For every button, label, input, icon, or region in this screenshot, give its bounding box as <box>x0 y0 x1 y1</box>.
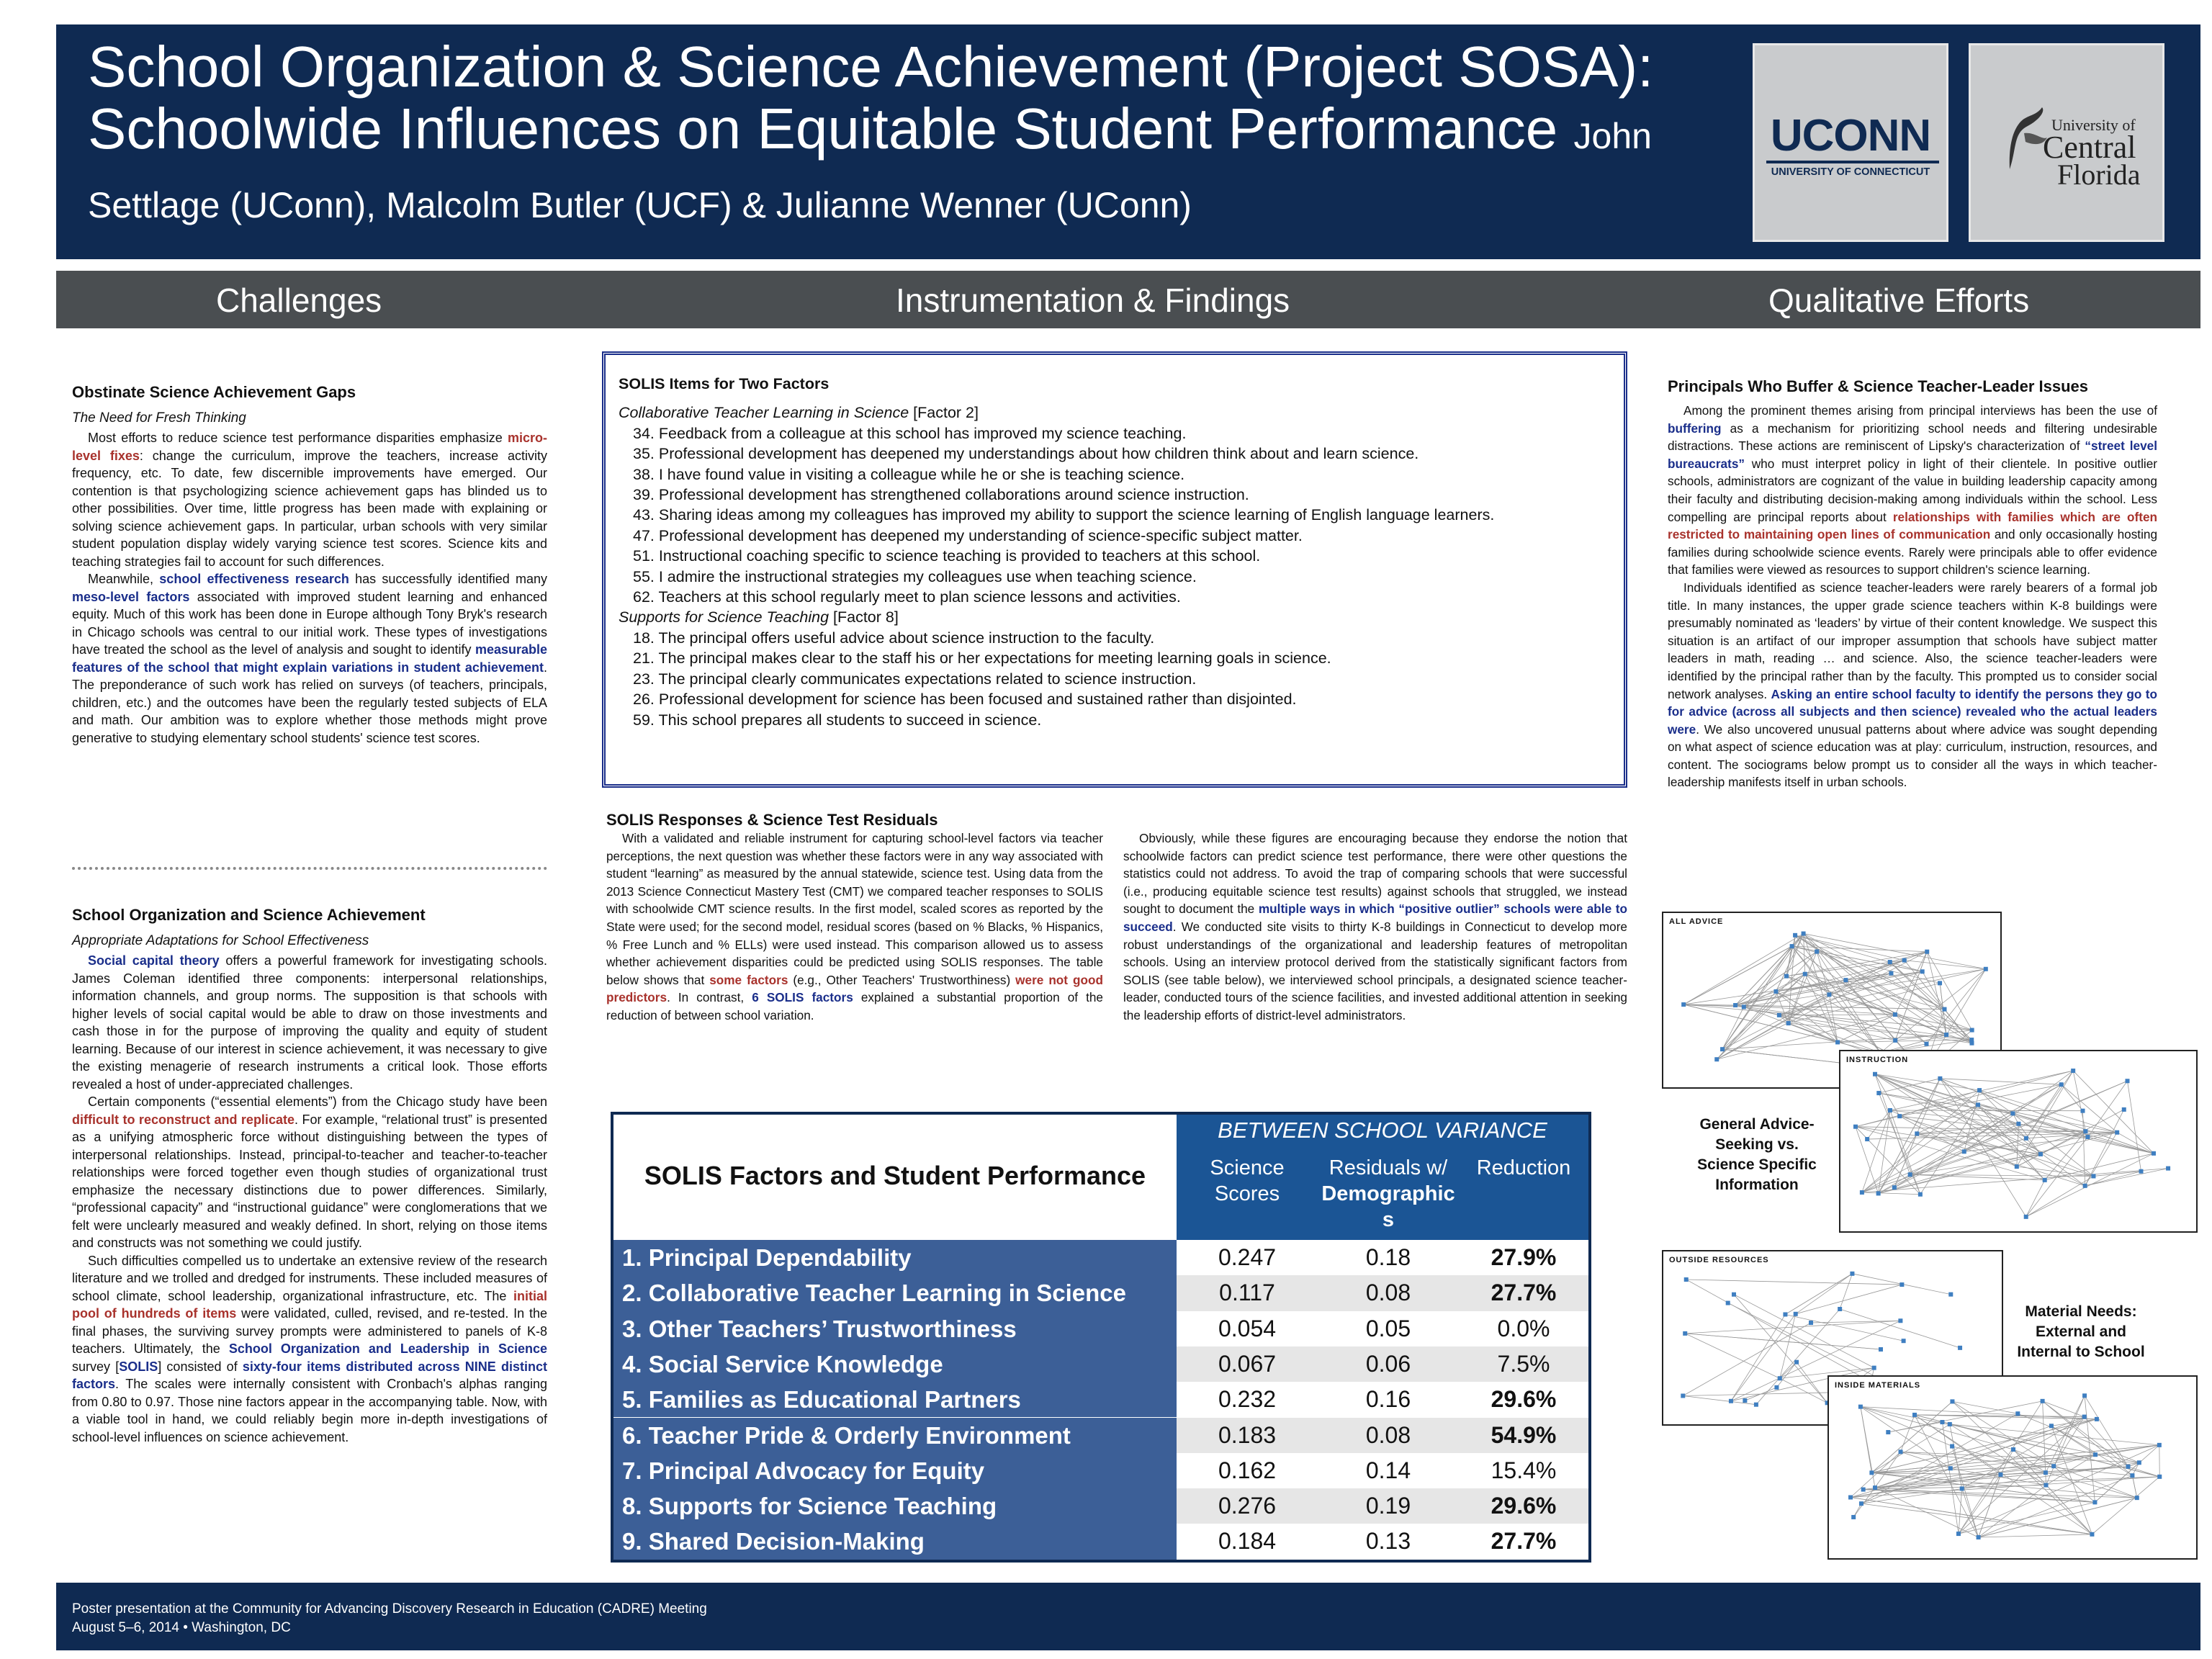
col-header-reduction: Reduction <box>1476 1156 1571 1179</box>
section-heading: Principals Who Buffer & Science Teacher-Leader Issues <box>1668 377 2089 395</box>
factor2-heading: Collaborative Teacher Learning in Science [Factor 2] <box>619 404 979 422</box>
residual-score: 0.08 <box>1365 1280 1411 1306</box>
solis-item: 34. Feedback from a colleague at this school has improved my science teaching. <box>633 424 1187 442</box>
residuals-heading: SOLIS Responses & Science Test Residuals <box>606 811 938 829</box>
banner-challenges: Challenges <box>216 282 382 319</box>
factor-name: 2. Collaborative Teacher Learning in Science <box>613 1275 1177 1310</box>
ucf-logo <box>1969 43 2164 242</box>
solis-item: 38. I have found value in visiting a colleague while he or she is teaching science. <box>633 465 1185 483</box>
solis-item: 26. Professional development for science has been focused and sustained rather than disjointed. <box>633 691 1297 709</box>
factor-name: 9. Shared Decision-Making <box>613 1524 1177 1559</box>
factor-name: 8. Supports for Science Teaching <box>613 1488 1177 1524</box>
sociogram-label: OUTSIDE RESOURCES <box>1669 1256 1769 1264</box>
solis-items-box <box>602 351 1627 788</box>
science-score: 0.183 <box>1218 1421 1277 1448</box>
factor2-items <box>619 423 1611 608</box>
science-score: 0.232 <box>1218 1386 1277 1413</box>
uconn-logo <box>1753 43 1948 242</box>
factor-name: 4. Social Service Knowledge <box>613 1346 1177 1382</box>
banner-qualitative: Qualitative Efforts <box>1768 282 2030 319</box>
paragraph: Certain components (“essential elements”) from the Chicago study have been difficult to reconstruct and replicate. For example, “relational trust” is presented as a unifying atmospheric force without distinguishing between the types of interpersonal relationships. Instead, principal-to-teacher and teacher-to-teacher relationships were forced together even though studies of organizational trust emphasize the necessary distinctions due to power differences. Similarly, “professional capacity” and “instructional guidance” were conglomerations that we felt were unclearly measured and weakly defined. In short, relying on those items and constructs was not something we could justify. <box>72 1094 547 1250</box>
solis-item: 43. Sharing ideas among my colleagues has improved my ability to support the science learning of English language learners. <box>633 506 1495 524</box>
residual-score: 0.14 <box>1365 1457 1411 1483</box>
section-subheading: The Need for Fresh Thinking <box>72 410 246 426</box>
solis-item: 59. This school prepares all students to succeed in science. <box>633 711 1042 729</box>
reduction-value: 7.5% <box>1497 1350 1550 1377</box>
solis-item: 51. Instructional coaching specific to science teaching is provided to teachers at this school. <box>633 547 1261 565</box>
paragraph: Most efforts to reduce science test performance disparities emphasize micro-level fixes: change the curriculum, improve the teachers, increase activity frequency, etc. To date, few discernible improvements have emerged. Our contention is that psychologizing science achievement gaps has blinded us to other possibilities. Over time, little progress has been made with explaining or solving science achievement gaps. In particular, urban schools with very similar student population display widely varying science test scores. Science kits and teaching strategies fail to account for such differences. <box>72 431 547 569</box>
paragraph: Social capital theory offers a powerful framework for investigating schools. James Coleman identified three components: interpersonal relationships, information channels, and group norms. The supposition is that schools with higher levels of social capital would be able to draw on those investments and cash those in for the purpose of improving the quality and equity of student learning. Because of our interest in science achievement, it was necessary to give the existing menagerie of research instruments a critical look. Those efforts revealed a host of under-appreciated challenges. <box>72 953 547 1092</box>
reduction-value: 15.4% <box>1491 1457 1557 1483</box>
residuals-column-right <box>1123 830 1627 1025</box>
reduction-value: 27.7% <box>1491 1528 1557 1555</box>
footer-line2: August 5–6, 2014 • Washington, DC <box>72 1620 291 1635</box>
residual-score: 0.19 <box>1365 1493 1411 1519</box>
paragraph: Among the prominent themes arising from principal interviews has been the use of buffering as a mechanism for prioritizing school needs and filtering undesirable distractions. These actions are reminiscent of Lipsky's characterization of “street level bureaucrats” who must interpret policy in light of their clientele. In positive outlier schools, administrators are cognizant of the value in building leadership capacity among their faculty and distributing decision-making among individuals within the school. Less compelling are principal reports about relationships with families which are often restricted to maintaining open lines of communication and only occasionally hosting families during schoolwide science events. Rarely were principals able to offer evidence that families were viewed as resources to support children's science learning. <box>1668 403 2158 577</box>
solis-item: 55. I admire the instructional strategies my colleagues use when teaching science. <box>633 567 1197 585</box>
solis-item: 35. Professional development has deepened my understandings about how children think about and learn science. <box>633 445 1419 463</box>
solis-item: 39. Professional development has strengthened collaborations around science instruction. <box>633 486 1249 504</box>
science-score: 0.162 <box>1218 1457 1277 1483</box>
sociogram-inside-materials <box>1827 1375 2198 1560</box>
paragraph: Meanwhile, school effectiveness research has successfully identified many meso-level factors associated with improved student learning and enhanced equity. Much of this work has been done in Europe although Tony Bryk's research in Chicago schools was central to our initial work. These types of investigations have treated the school as the level of analysis and sought to identify measurable features of the school that might explain variations in student achievement. The preponderance of such work has relied on surveys (of teachers, principals, children, etc.) and the outcomes have been the regularly tested subjects of ELA and math. Our ambition was to explore whether those methods might prove generative to studying elementary school students' science test scores. <box>72 572 548 745</box>
science-score: 0.247 <box>1218 1244 1277 1270</box>
network-graph <box>1829 1377 2196 1558</box>
residual-score: 0.18 <box>1365 1244 1411 1270</box>
factor-name: 1. Principal Dependability <box>613 1240 1177 1275</box>
residuals-column-left <box>606 830 1103 1025</box>
reduction-value: 0.0% <box>1497 1315 1550 1341</box>
reduction-value: 27.7% <box>1491 1280 1557 1306</box>
factor8-items <box>619 628 1611 730</box>
challenges-gaps-section <box>72 383 547 747</box>
solis-box-heading: SOLIS Items for Two Factors <box>619 375 830 392</box>
residual-score: 0.05 <box>1365 1315 1411 1341</box>
section-heading: School Organization and Science Achievement <box>72 906 426 924</box>
paragraph: Individuals identified as science teacher-leaders were rarely bearers of a formal job title. In many instances, the upper grade science teachers within K-8 buildings were presumably nominated as ‘leaders’ by virtue of their content knowledge. We suspect this situation is an artifact of our improper assumption that schools have subject matter leaders in math, reading … and science. Also, the science teacher-leaders were identified by the principal rather than by the faculty. This prompted us to consider social network analyses. Asking an entire school faculty to identify the persons they go to for advice (across all subjects and then science) revealed who the actual leaders were. We also uncovered unusual patterns about where advice was sought depending on what aspect of science education was at play: curriculum, instruction, resources, and content. The sociograms below prompt us to consider all the ways in which teacher-leadership manifests itself in urban schools. <box>1668 580 2157 790</box>
residual-score: 0.13 <box>1365 1528 1411 1555</box>
solis-item: 62. Teachers at this school regularly meet to plan science lessons and activities. <box>633 588 1181 606</box>
uconn-logo-wordmark: UCONN <box>1770 111 1931 161</box>
challenges-organization-section <box>72 906 547 1446</box>
uconn-logo-subtext: UNIVERSITY OF CONNECTICUT <box>1771 166 1930 178</box>
science-score: 0.067 <box>1218 1350 1277 1377</box>
factor-name: 6. Teacher Pride & Orderly Environment <box>613 1418 1177 1453</box>
science-score: 0.184 <box>1218 1528 1277 1555</box>
dotted-divider <box>72 867 547 870</box>
col-header-science: Science Scores <box>1210 1156 1285 1205</box>
footer-line1: Poster presentation at the Community for Advancing Discovery Research in Education (CADRE) Meeting <box>72 1601 707 1617</box>
science-score: 0.276 <box>1218 1493 1277 1519</box>
sociogram-label: INSIDE MATERIALS <box>1835 1381 1921 1390</box>
network-graph <box>1840 1051 2196 1231</box>
banner-instrumentation: Instrumentation & Findings <box>896 282 1290 319</box>
paragraph: Such difficulties compelled us to undertake an extensive review of the research literature and we trolled and dredged for instruments. These included measures of school climate, school leadership, organizational infrastructure, etc. The initial pool of hundreds of items were validated, culled, revised, and re-tested. In the final phases, the surviving survey prompts were administered to panels of K-8 teachers. Ultimately, the School Organization and Leadership in Science survey [SOLIS] consisted of sixty-four items distributed across NINE distinct factors. The scales were internally consistent with Cronbach's alphas ranging from 0.80 to 0.97. Those nine factors appear in the accompanying table. Now, with a viable tool in hand, we could reliably begin more in-depth investigations of school-level influences on science achievement. <box>72 1253 547 1444</box>
residual-score: 0.08 <box>1365 1421 1411 1448</box>
table-group-header: BETWEEN SCHOOL VARIANCE <box>1218 1118 1547 1143</box>
poster-authors: John Settlage (UConn), Malcolm Butler (UCF) & Julianne Wenner (UConn) <box>88 116 1652 225</box>
residual-score: 0.16 <box>1365 1386 1411 1413</box>
reduction-value: 29.6% <box>1491 1493 1557 1519</box>
qualitative-section <box>1668 377 2157 791</box>
residual-score: 0.06 <box>1365 1350 1411 1377</box>
sociogram-instruction <box>1839 1050 2198 1233</box>
poster-title: School Organization & Science Achievement (Project SOSA): Schoolwide Influences on Equitable Student Performance John Settlage (UConn), Malcolm Butler (UCF) & Julianne Wenner (UConn) <box>88 35 1654 225</box>
factor-name: 7. Principal Advocacy for Equity <box>613 1453 1177 1488</box>
reduction-value: 54.9% <box>1491 1421 1557 1448</box>
paragraph: With a validated and reliable instrument for capturing school-level factors via teacher perceptions, the next question was whether these factors were in any way associated with student “learning” as measured by the annual statewide, science test. Using data from the 2013 Science Connecticut Mastery Test (CMT) we compared teacher responses to SOLIS with schoolwide CMT science results. In the first model, scaled scores as reported by the State were used; for the second model, residual scores (based on % Blacks, % Hispanics, % Free Lunch and % ELLs) were used instead. This comparison allowed us to assess whether achievement disparities could be predicted using SOLIS responses. The table below shows that some factors (e.g., Other Teachers' Trustworthiness) were not good predictors. In contrast, 6 SOLIS factors explained a substantial proportion of the reduction of between school variation. <box>606 831 1103 1022</box>
ucf-logo-line2: Central <box>2043 130 2136 165</box>
solis-item: 21. The principal makes clear to the staff his or her expectations for meeting learning goals in science. <box>633 649 1331 667</box>
paragraph: Obviously, while these figures are encouraging because they endorse the notion that schoolwide factors can predict science test performance, there were other questions the statistics could not address. To avoid the trap of comparing schools that were successful (i.e., producing equitable science test results) against schools that struggled, we instead sought to document the multiple ways in which “positive outlier” schools were able to succeed. We conducted site visits to thirty K-8 buildings in Connecticut to develop more robust understandings of the organizational and leadership features of metropolitan schools. Using an interview protocol derived from the statistically significant factors from SOLIS (see table below), we interviewed school principals, a designated science teacher-leader, conducted tours of the science facilities, and invested additional attention in seeking the leadership efforts of district-level administrators. <box>1123 831 1627 1022</box>
reduction-value: 29.6% <box>1491 1386 1557 1413</box>
col-header-residuals: Residuals w/ Demographic s <box>1321 1156 1455 1231</box>
solis-item: 18. The principal offers useful advice about science instruction to the faculty. <box>633 629 1155 647</box>
factor-name: 5. Families as Educational Partners <box>613 1382 1177 1417</box>
solis-item: 47. Professional development has deepened my understanding of science-specific subject matter. <box>633 526 1303 544</box>
reduction-value: 27.9% <box>1491 1244 1557 1270</box>
section-heading: Obstinate Science Achievement Gaps <box>72 383 356 401</box>
sociogram-label: INSTRUCTION <box>1846 1056 1909 1064</box>
section-subheading: Appropriate Adaptations for School Effectiveness <box>72 933 369 948</box>
sociogram-label: ALL ADVICE <box>1669 917 1724 926</box>
science-score: 0.117 <box>1219 1280 1275 1306</box>
factor8-heading: Supports for Science Teaching [Factor 8] <box>619 608 899 626</box>
solis-item: 23. The principal clearly communicates expectations related to science instruction. <box>633 670 1197 688</box>
ucf-logo-line3: Florida <box>2057 158 2141 191</box>
science-score: 0.054 <box>1218 1315 1277 1341</box>
factor-name: 3. Other Teachers’ Trustworthiness <box>613 1311 1177 1346</box>
table-title: SOLIS Factors and Student Performance <box>644 1161 1146 1190</box>
sociogram-caption-advice: General Advice- Seeking vs. Science Specific Information <box>1697 1116 1817 1193</box>
sociogram-caption-materials: Material Needs: External and Internal to School <box>2017 1303 2145 1360</box>
ucf-logo-line1: University of <box>2051 116 2136 134</box>
